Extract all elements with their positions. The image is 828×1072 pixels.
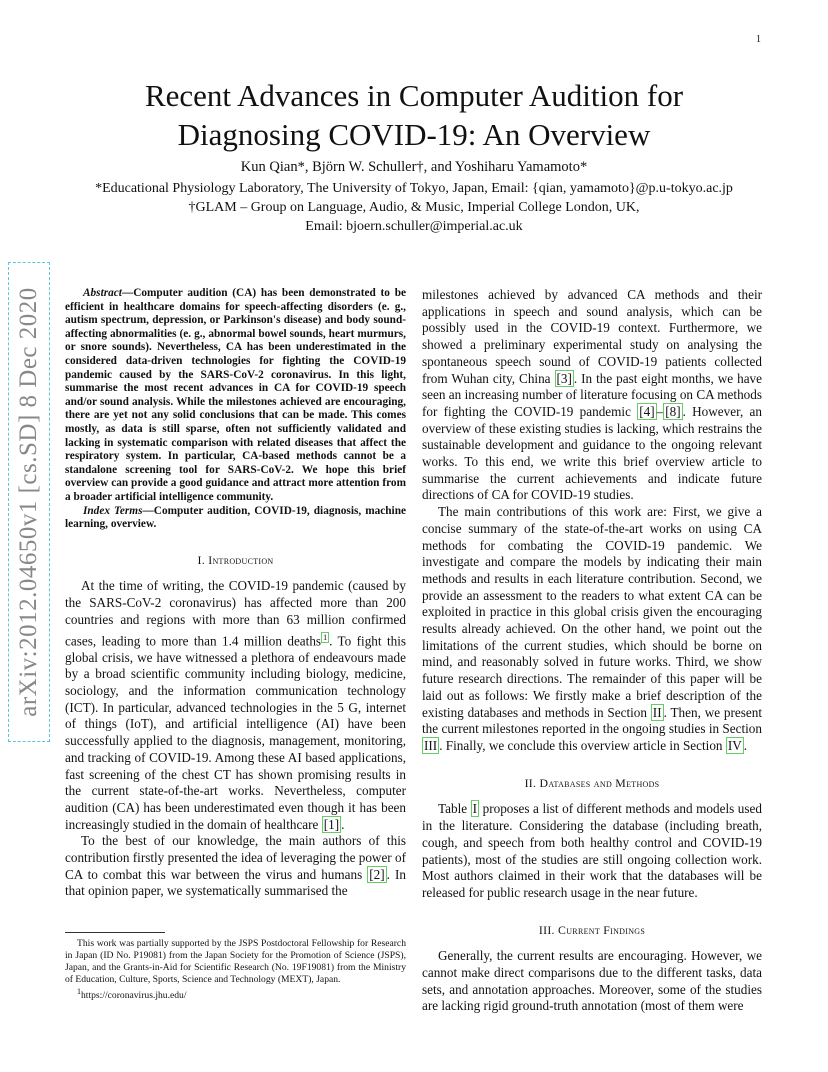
footnote-1-url[interactable]: https://coronavirus.jhu.edu/ bbox=[81, 990, 187, 1002]
section-II-link[interactable]: II bbox=[652, 704, 662, 720]
index-terms-label: Index Terms bbox=[83, 504, 143, 517]
right-p1-text-a: milestones achieved by advanced CA methods and their applications in speech and sound analysis, which can be possibly used in the COVID-19 context. Furthermore, we showed a preliminary experimental study on analysing the spontaneous speech sound of COVID-19 patients collected from Wuhan city, China bbox=[422, 287, 762, 386]
title-line-1: Recent Advances in Computer Audition for bbox=[144, 78, 684, 113]
arxiv-identifier: arXiv:2012.04650v1 [cs.SD] 8 Dec 2020 bbox=[15, 287, 42, 717]
findings-paragraph: Generally, the current results are encouraging. However, we cannot make direct comparisons due to the different tasks, data sets, and annotation approaches. Moreover, some of the studies are lacking rigid ground-truth annotation (most of them were bbox=[422, 948, 762, 1014]
intro-p1-text-b: . To fight this global crisis, we have witnessed a plethora of endeavours made by a broad scientific community including biology, medicine, sociology, and the information communication technology (ICT). In particular, advanced technologies in the 5 G, internet of things (IoT), and artificial intelligence (AI) have been successfully applied to the diagnosis, management, monitoring, and tracking of COVID-19. Among these AI based applications, fast screening of the chest CT has shown promising results in the current state-of-the-art works. Nevertheless, computer audition (CA) has been underestimated even though it has been increasingly studied in the domain of healthcare bbox=[65, 632, 406, 832]
right-p1-text-b: . In the past eight months, we have seen an increasing number of literature focusing on CA methods for fighting the COVID-19 pandemic bbox=[422, 370, 762, 419]
right-paragraph-1 bbox=[422, 287, 762, 504]
abstract bbox=[65, 287, 406, 532]
affiliations bbox=[0, 179, 828, 236]
section-III-link[interactable]: III bbox=[424, 737, 438, 753]
punctuation: . bbox=[743, 737, 748, 753]
section-heading-databases: II. Databases and Methods bbox=[524, 775, 660, 790]
index-terms-text: —Computer audition, COVID-19, diagnosis, machine learning, overview. bbox=[65, 504, 406, 531]
citation-range-dash: – bbox=[656, 403, 664, 419]
citation-4-link[interactable]: [4] bbox=[639, 403, 655, 419]
left-column bbox=[65, 287, 406, 900]
affiliation-3: Email: bjoern.schuller@imperial.ac.uk bbox=[305, 219, 523, 234]
funding-footnote: This work was partially supported by the JSPS Postdoctoral Fellowship for Research in Japan (ID No. P19081) from the Japan Society for the Promotion of Science (JSPS), Japan, and the Grants-in-Aid for Scientific Research (No. 19F19081) from the Ministry of Education, Culture, Sports, Science and Technology (MEXT), Japan. bbox=[65, 938, 406, 985]
databases-paragraph bbox=[422, 801, 762, 901]
right-p1-text-c: . However, an overview of these existing studies is lacking, which restrains the sustainable development and guidance to the ongoing relevant works. To this end, we write this brief overview article to summarise the current achievements and indicate future directions of CA for COVID-19 studies. bbox=[422, 403, 762, 503]
abstract-text: —Computer audition (CA) has been demonstrated to be efficient in healthcare domains for speech-affecting disorders (e. g., autism spectrum, depression, or Parkinson's disease) and body sound-affecting abnormalities (e. g., abnormal bowel sounds, heart murmurs, or snore sounds). Nevertheless, CA has been underestimated in the considered data-driven technologies for fighting the COVID-19 pandemic caused by the SARS-CoV-2 coronavirus. In this light, summarise the most recent advances in CA for COVID-19 speech and/or sound analysis. While the milestones achieved are encouraging, there are yet not any solid conclusions that can be made. This comes mostly, as data is still sparse, often not sufficiently validated and lacking in systematic comparison with related diseases that affect the respiratory system. In particular, CA-based methods cannot be a standalone screening tool for SARS-CoV-2. We hope this brief overview can provide a good guidance and attract more attention from a broader artificial intelligence community. bbox=[65, 287, 406, 503]
section-heading-introduction: I. Introduction bbox=[197, 552, 274, 567]
affiliation-1: *Educational Physiology Laboratory, The University of Tokyo, Japan, Email: {qian, yamamoto}@p.u-tokyo.ac.jp bbox=[95, 181, 733, 196]
intro-p2-text-a: To the best of our knowledge, the main authors of this contribution firstly presented the idea of leveraging the power of CA to combat this war between the virus and humans bbox=[65, 833, 406, 882]
intro-paragraph-2 bbox=[65, 833, 406, 900]
citation-3-link[interactable]: [3] bbox=[556, 370, 572, 386]
abstract-label: Abstract bbox=[83, 287, 122, 299]
title-line-2: Diagnosing COVID-19: An Overview bbox=[177, 117, 651, 152]
right-p2-text-b: . Then, we present the current milestones reported in the ongoing studies in Section bbox=[422, 704, 762, 737]
footnote-divider bbox=[65, 932, 165, 933]
db-text-a: Table bbox=[438, 801, 471, 817]
table-I-link[interactable]: I bbox=[472, 801, 478, 817]
db-text-b: proposes a list of different methods and models used in the literature. Considering the database (including breath, cough, and speech from both healthy control and COVID-19 patients), most of the studies are still ongoing collection work. Most authors claimed in their work that the databases will be released for public research usage in the near future. bbox=[422, 801, 762, 900]
intro-p1-text-a: At the time of writing, the COVID-19 pandemic (caused by the SARS-CoV-2 coronavirus) has affected more than 200 countries and regions with more than 63 million confirmed cases, leading to more than 1.4 million deaths bbox=[65, 578, 406, 648]
affiliation-2: †GLAM – Group on Language, Audio, & Music, Imperial College London, UK, bbox=[188, 200, 640, 215]
section-heading-findings: III. Current Findings bbox=[538, 922, 646, 937]
section-IV-link[interactable]: IV bbox=[727, 737, 742, 753]
intro-paragraph-1 bbox=[65, 578, 406, 833]
footnotes bbox=[65, 938, 406, 1002]
page-number: 1 bbox=[756, 34, 761, 45]
punctuation: . bbox=[341, 816, 345, 832]
citation-2-link[interactable]: [2] bbox=[369, 866, 385, 882]
intro-p2-text-b: . In that opinion paper, we systematically summarised the bbox=[65, 866, 406, 899]
right-column bbox=[422, 287, 762, 1015]
citation-1-link[interactable]: [1] bbox=[323, 816, 340, 832]
paper-title bbox=[0, 76, 828, 154]
right-p2-text-a: The main contributions of this work are: First, we give a concise summary of the state-of-the-art works on using CA methods for combating the COVID-19 pandemic. We investigate and compare the models by indicating their main methods and results in each literature contribution. Second, we provide an assessment to the readers to what extent CA can be exploited in practice in this global crisis given the encouraging results already achieved. On the other hand, we point out the limitations of the current studies, which should be borne on mind, and reasonably solved in future works. Third, we show future research directions. The remainder of this paper will be laid out as follows: We firstly make a brief description of the existing databases and methods in Section bbox=[422, 504, 762, 720]
right-p2-text-c: . Finally, we conclude this overview article in Section bbox=[439, 737, 726, 753]
right-paragraph-2 bbox=[422, 504, 762, 755]
author-list: Kun Qian*, Björn W. Schuller†, and Yoshiharu Yamamoto* bbox=[240, 159, 588, 175]
footnote-1-mark: 1 bbox=[77, 987, 81, 996]
arxiv-stamp-box bbox=[8, 262, 50, 742]
arxiv-stamp[interactable] bbox=[8, 262, 50, 742]
citation-8-link[interactable]: [8] bbox=[665, 403, 681, 419]
footnote-link-1[interactable]: 1 bbox=[323, 632, 328, 642]
footnote-1 bbox=[65, 986, 406, 1002]
